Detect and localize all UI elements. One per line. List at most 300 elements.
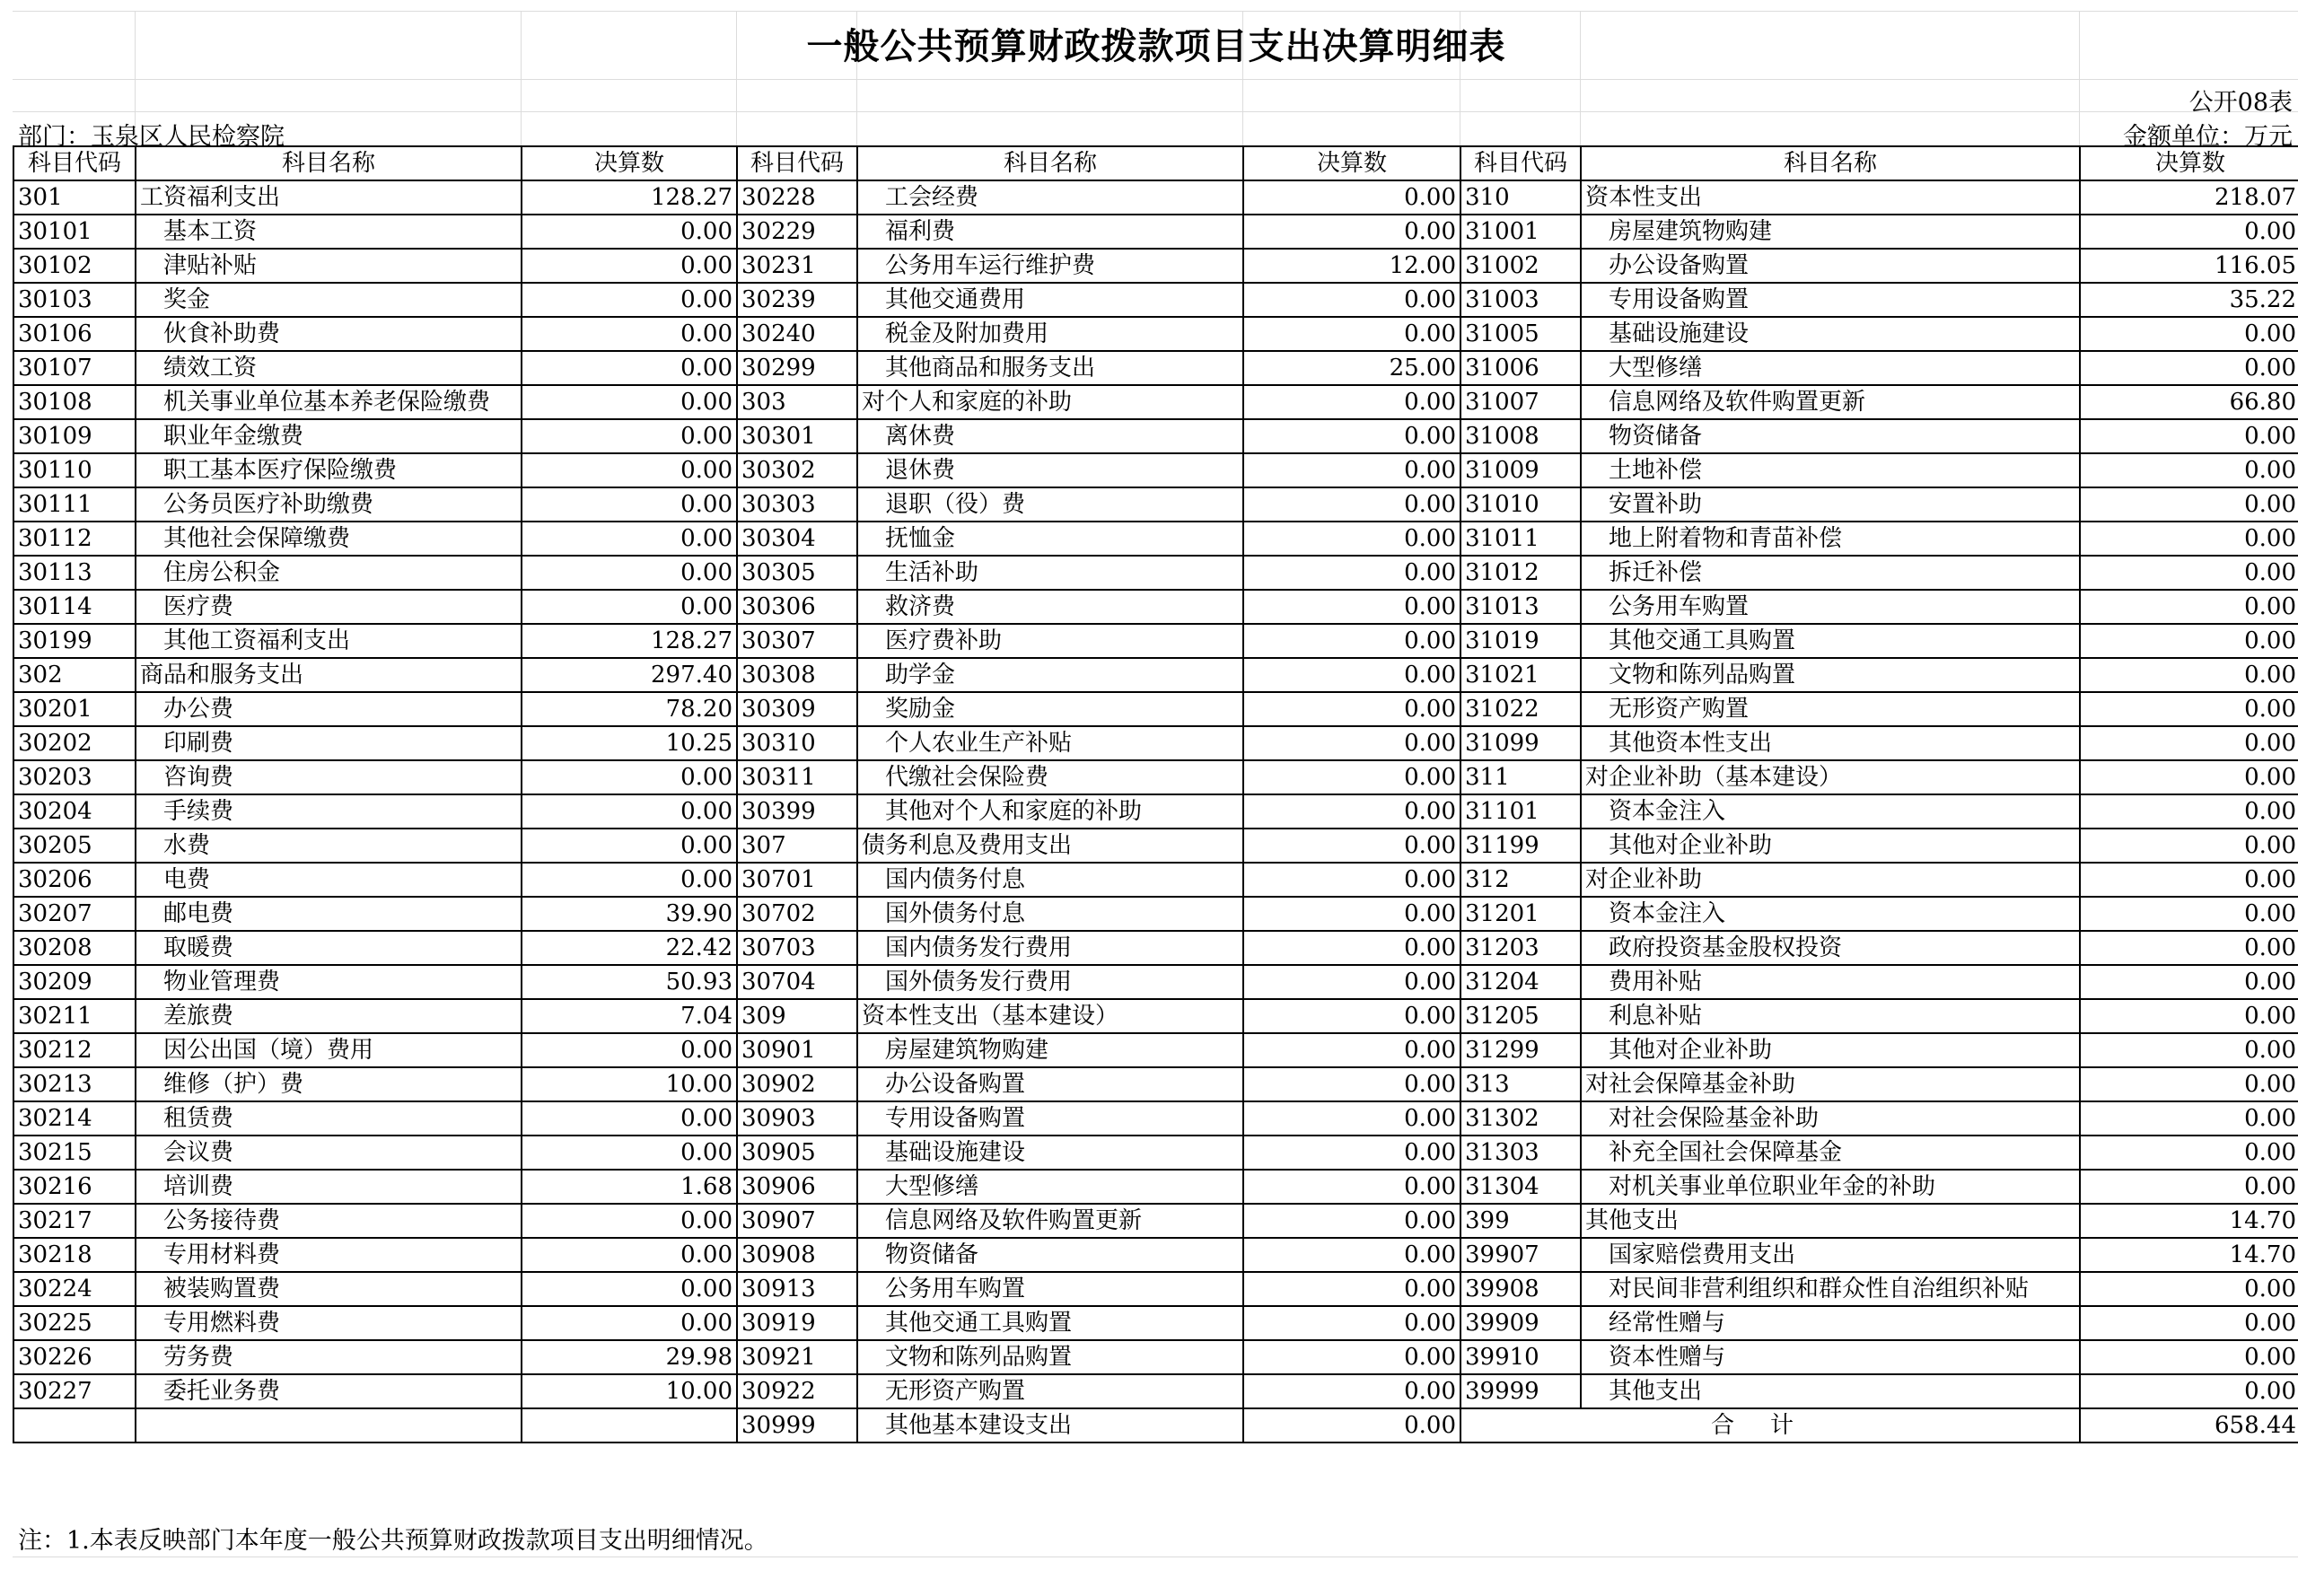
item-code: 30919: [737, 1306, 857, 1340]
item-amount: 0.00: [522, 351, 737, 385]
header-row: [13, 146, 2298, 180]
item-name: 房屋建筑物购建: [1581, 215, 2080, 249]
item-amount: 10.25: [522, 726, 737, 760]
item-name: 物业管理费: [136, 965, 522, 999]
item-code: 30921: [737, 1340, 857, 1374]
grid-line: [13, 11, 2298, 12]
item-code: 30302: [737, 453, 857, 487]
item-amount: 0.00: [522, 590, 737, 624]
item-amount: 0.00: [2080, 965, 2298, 999]
item-name: 安置补助: [1581, 487, 2080, 522]
item-code: 31010: [1460, 487, 1581, 522]
item-name: 资本性赠与: [1581, 1340, 2080, 1374]
item-code: 31099: [1460, 726, 1581, 760]
table-row: [13, 829, 2298, 863]
expenditure-table: [13, 145, 2298, 1443]
item-amount: 0.00: [2080, 624, 2298, 658]
item-name: 专用设备购置: [857, 1101, 1243, 1136]
item-code: 30225: [13, 1306, 136, 1340]
table-row: [13, 1238, 2298, 1272]
item-code: 30999: [737, 1408, 857, 1443]
item-amount: 0.00: [2080, 590, 2298, 624]
item-amount: 0.00: [1243, 522, 1460, 556]
item-amount: 0.00: [522, 1136, 737, 1170]
item-code: 30113: [13, 556, 136, 590]
item-name: 办公费: [136, 692, 522, 726]
item-name: 对企业补助（基本建设）: [1581, 760, 2080, 794]
item-code: 30103: [13, 283, 136, 317]
item-amount: 0.00: [2080, 487, 2298, 522]
item-name: 专用设备购置: [1581, 283, 2080, 317]
item-code: 31303: [1460, 1136, 1581, 1170]
item-amount: 0.00: [522, 863, 737, 897]
table-row: [13, 726, 2298, 760]
item-code: 311: [1460, 760, 1581, 794]
item-name: 资本性支出（基本建设）: [857, 999, 1243, 1033]
item-name: 其他交通费用: [857, 283, 1243, 317]
item-amount: 218.07: [2080, 180, 2298, 215]
item-code: 30228: [737, 180, 857, 215]
item-code: 30226: [13, 1340, 136, 1374]
item-name: 国内债务付息: [857, 863, 1243, 897]
amount-unit-label: 金额单位：万元: [2123, 123, 2293, 151]
item-code: 31299: [1460, 1033, 1581, 1067]
item-code: [13, 1408, 136, 1443]
item-amount: 0.00: [2080, 658, 2298, 692]
item-amount: 0.00: [1243, 1306, 1460, 1340]
item-code: 30101: [13, 215, 136, 249]
item-code: 31006: [1460, 351, 1581, 385]
item-name: 专用燃料费: [136, 1306, 522, 1340]
table-row: [13, 760, 2298, 794]
table-row: [13, 522, 2298, 556]
item-name: 奖励金: [857, 692, 1243, 726]
item-name: 伙食补助费: [136, 317, 522, 351]
item-code: 39907: [1460, 1238, 1581, 1272]
item-code: 31203: [1460, 931, 1581, 965]
item-amount: 0.00: [2080, 1374, 2298, 1408]
item-name: 税金及附加费用: [857, 317, 1243, 351]
item-code: 31001: [1460, 215, 1581, 249]
item-code: 309: [737, 999, 857, 1033]
item-amount: 0.00: [2080, 931, 2298, 965]
item-code: 30905: [737, 1136, 857, 1170]
item-name: 水费: [136, 829, 522, 863]
item-code: 30202: [13, 726, 136, 760]
item-amount: 0.00: [522, 794, 737, 829]
item-amount: 0.00: [1243, 897, 1460, 931]
item-amount: 7.04: [522, 999, 737, 1033]
item-amount: 0.00: [522, 385, 737, 419]
item-name: 其他资本性支出: [1581, 726, 2080, 760]
item-amount: 0.00: [2080, 1136, 2298, 1170]
item-amount: 39.90: [522, 897, 737, 931]
item-code: 30704: [737, 965, 857, 999]
item-amount: 116.05: [2080, 249, 2298, 283]
item-amount: 0.00: [1243, 556, 1460, 590]
item-amount: 0.00: [1243, 1238, 1460, 1272]
item-code: 30239: [737, 283, 857, 317]
item-code: 31005: [1460, 317, 1581, 351]
item-amount: 0.00: [1243, 760, 1460, 794]
item-name: 取暖费: [136, 931, 522, 965]
header-amount: 决算数: [2080, 146, 2298, 180]
table-row: [13, 385, 2298, 419]
item-code: 30213: [13, 1067, 136, 1101]
item-amount: 0.00: [1243, 1340, 1460, 1374]
item-amount: 0.00: [522, 215, 737, 249]
item-name: 专用材料费: [136, 1238, 522, 1272]
item-amount: 0.00: [2080, 1170, 2298, 1204]
item-amount: 0.00: [522, 487, 737, 522]
item-amount: 0.00: [2080, 215, 2298, 249]
item-name: 抚恤金: [857, 522, 1243, 556]
item-name: 无形资产购置: [1581, 692, 2080, 726]
item-amount: 0.00: [2080, 419, 2298, 453]
item-name: 办公设备购置: [1581, 249, 2080, 283]
item-amount: 0.00: [2080, 897, 2298, 931]
table-row: [13, 692, 2298, 726]
table-row: [13, 419, 2298, 453]
item-amount: 10.00: [522, 1067, 737, 1101]
item-code: 31199: [1460, 829, 1581, 863]
item-amount: 0.00: [2080, 794, 2298, 829]
item-code: 31204: [1460, 965, 1581, 999]
item-name: 劳务费: [136, 1340, 522, 1374]
item-amount: 0.00: [1243, 624, 1460, 658]
item-name: 个人农业生产补贴: [857, 726, 1243, 760]
item-amount: 35.22: [2080, 283, 2298, 317]
item-amount: 0.00: [1243, 453, 1460, 487]
item-name: 基础设施建设: [857, 1136, 1243, 1170]
department-label: 部门：玉泉区人民检察院: [18, 123, 285, 151]
item-name: 公务用车运行维护费: [857, 249, 1243, 283]
item-amount: 0.00: [1243, 1408, 1460, 1443]
item-name: 其他基本建设支出: [857, 1408, 1243, 1443]
item-code: 30913: [737, 1272, 857, 1306]
item-name: 商品和服务支出: [136, 658, 522, 692]
item-name: 国内债务发行费用: [857, 931, 1243, 965]
item-name: 办公设备购置: [857, 1067, 1243, 1101]
item-code: 30306: [737, 590, 857, 624]
item-amount: 0.00: [522, 1101, 737, 1136]
item-code: 30227: [13, 1374, 136, 1408]
table-row: [13, 1340, 2298, 1374]
item-name: 资本金注入: [1581, 897, 2080, 931]
item-code: 30209: [13, 965, 136, 999]
item-code: 31003: [1460, 283, 1581, 317]
item-name: 其他对企业补助: [1581, 829, 2080, 863]
table-row: [13, 317, 2298, 351]
item-code: 312: [1460, 863, 1581, 897]
item-name: 政府投资基金股权投资: [1581, 931, 2080, 965]
item-code: 30310: [737, 726, 857, 760]
item-amount: 14.70: [2080, 1204, 2298, 1238]
item-name: 租赁费: [136, 1101, 522, 1136]
item-amount: 0.00: [1243, 1136, 1460, 1170]
item-name: 经常性赠与: [1581, 1306, 2080, 1340]
item-code: 30216: [13, 1170, 136, 1204]
item-name: 其他支出: [1581, 1204, 2080, 1238]
item-name: 文物和陈列品购置: [857, 1340, 1243, 1374]
item-code: 30204: [13, 794, 136, 829]
item-amount: 0.00: [1243, 487, 1460, 522]
item-code: 307: [737, 829, 857, 863]
item-code: 30107: [13, 351, 136, 385]
table-row: [13, 794, 2298, 829]
item-name: 土地补偿: [1581, 453, 2080, 487]
item-code: 39910: [1460, 1340, 1581, 1374]
item-amount: 0.00: [522, 1306, 737, 1340]
item-amount: 29.98: [522, 1340, 737, 1374]
item-code: 39909: [1460, 1306, 1581, 1340]
item-code: 31011: [1460, 522, 1581, 556]
item-amount: 0.00: [1243, 1204, 1460, 1238]
footnote: 注：1.本表反映部门本年度一般公共预算财政拨款项目支出明细情况。: [18, 1527, 768, 1555]
item-name: 职工基本医疗保险缴费: [136, 453, 522, 487]
table-row: [13, 1067, 2298, 1101]
item-code: 30109: [13, 419, 136, 453]
item-name: 退职（役）费: [857, 487, 1243, 522]
item-amount: 0.00: [522, 1238, 737, 1272]
item-code: 30206: [13, 863, 136, 897]
item-name: 绩效工资: [136, 351, 522, 385]
table-row: [13, 1170, 2298, 1204]
item-name: 工会经费: [857, 180, 1243, 215]
item-code: 31007: [1460, 385, 1581, 419]
item-name: 电费: [136, 863, 522, 897]
item-name: 医疗费: [136, 590, 522, 624]
table-row: [13, 283, 2298, 317]
item-name: 其他工资福利支出: [136, 624, 522, 658]
item-code: 30308: [737, 658, 857, 692]
item-code: 31021: [1460, 658, 1581, 692]
item-amount: 78.20: [522, 692, 737, 726]
item-code: 30110: [13, 453, 136, 487]
item-name: 邮电费: [136, 897, 522, 931]
item-name: 咨询费: [136, 760, 522, 794]
item-amount: 0.00: [2080, 692, 2298, 726]
item-name: 福利费: [857, 215, 1243, 249]
item-code: 31101: [1460, 794, 1581, 829]
item-amount: 0.00: [522, 556, 737, 590]
item-name: 职业年金缴费: [136, 419, 522, 453]
item-name: 国外债务付息: [857, 897, 1243, 931]
item-amount: 0.00: [522, 317, 737, 351]
item-amount: 0.00: [2080, 556, 2298, 590]
item-amount: 0.00: [1243, 1067, 1460, 1101]
item-name: 物资储备: [1581, 419, 2080, 453]
item-code: 30108: [13, 385, 136, 419]
item-amount: 0.00: [1243, 283, 1460, 317]
item-name: 公务用车购置: [1581, 590, 2080, 624]
item-name: 委托业务费: [136, 1374, 522, 1408]
item-name: 差旅费: [136, 999, 522, 1033]
item-amount: 0.00: [1243, 180, 1460, 215]
table-row: [13, 1136, 2298, 1170]
item-code: 30212: [13, 1033, 136, 1067]
item-name: 工资福利支出: [136, 180, 522, 215]
item-code: 31302: [1460, 1101, 1581, 1136]
item-code: 30218: [13, 1238, 136, 1272]
item-name: 基本工资: [136, 215, 522, 249]
item-name: 会议费: [136, 1136, 522, 1170]
item-code: 301: [13, 180, 136, 215]
item-name: 医疗费补助: [857, 624, 1243, 658]
item-amount: 0.00: [522, 760, 737, 794]
item-code: 303: [737, 385, 857, 419]
item-amount: 0.00: [522, 522, 737, 556]
item-amount: 128.27: [522, 624, 737, 658]
item-code: 30217: [13, 1204, 136, 1238]
item-amount: 0.00: [2080, 999, 2298, 1033]
item-code: 30301: [737, 419, 857, 453]
item-name: 信息网络及软件购置更新: [1581, 385, 2080, 419]
item-name: 大型修缮: [1581, 351, 2080, 385]
table-row: [13, 897, 2298, 931]
item-code: 31013: [1460, 590, 1581, 624]
item-amount: 22.42: [522, 931, 737, 965]
item-amount: 0.00: [1243, 863, 1460, 897]
item-code: 30211: [13, 999, 136, 1033]
header-amount: 决算数: [1243, 146, 1460, 180]
item-code: 30106: [13, 317, 136, 351]
item-code: 30702: [737, 897, 857, 931]
item-amount: 10.00: [522, 1374, 737, 1408]
item-code: 30208: [13, 931, 136, 965]
table-row: [13, 215, 2298, 249]
item-name: 救济费: [857, 590, 1243, 624]
header-code: 科目代码: [1460, 146, 1581, 180]
item-code: 31009: [1460, 453, 1581, 487]
total-label: 合计: [1460, 1408, 2080, 1443]
item-name: 资本性支出: [1581, 180, 2080, 215]
grid-line: [13, 79, 2298, 80]
item-amount: 0.00: [1243, 1101, 1460, 1136]
item-name: 其他商品和服务支出: [857, 351, 1243, 385]
item-amount: 66.80: [2080, 385, 2298, 419]
item-amount: 0.00: [522, 419, 737, 453]
item-name: 手续费: [136, 794, 522, 829]
header-name: 科目名称: [1581, 146, 2080, 180]
item-code: 30214: [13, 1101, 136, 1136]
item-code: 30224: [13, 1272, 136, 1306]
table-row: [13, 863, 2298, 897]
item-name: 公务用车购置: [857, 1272, 1243, 1306]
item-code: 31019: [1460, 624, 1581, 658]
item-code: 30205: [13, 829, 136, 863]
item-code: 31022: [1460, 692, 1581, 726]
item-name: 其他对企业补助: [1581, 1033, 2080, 1067]
item-code: 30305: [737, 556, 857, 590]
table-row: [13, 931, 2298, 965]
item-code: 30201: [13, 692, 136, 726]
item-code: 31002: [1460, 249, 1581, 283]
header-amount: 决算数: [522, 146, 737, 180]
page-title: 一般公共预算财政拨款项目支出决算明细表: [806, 26, 1506, 67]
item-amount: 0.00: [522, 829, 737, 863]
item-amount: 1.68: [522, 1170, 737, 1204]
item-code: 30112: [13, 522, 136, 556]
item-name: 其他对个人和家庭的补助: [857, 794, 1243, 829]
item-amount: 0.00: [1243, 1374, 1460, 1408]
item-code: 310: [1460, 180, 1581, 215]
item-amount: 0.00: [522, 1204, 737, 1238]
item-name: 基础设施建设: [1581, 317, 2080, 351]
item-code: 31205: [1460, 999, 1581, 1033]
table-row: [13, 180, 2298, 215]
item-amount: 0.00: [1243, 590, 1460, 624]
item-code: 30903: [737, 1101, 857, 1136]
table-row: [13, 624, 2298, 658]
item-name: 补充全国社会保障基金: [1581, 1136, 2080, 1170]
item-name: 对企业补助: [1581, 863, 2080, 897]
item-amount: 0.00: [2080, 1306, 2298, 1340]
item-name: [136, 1408, 522, 1443]
item-name: 因公出国（境）费用: [136, 1033, 522, 1067]
item-name: 地上附着物和青苗补偿: [1581, 522, 2080, 556]
item-amount: 0.00: [2080, 522, 2298, 556]
item-name: 奖金: [136, 283, 522, 317]
item-code: 399: [1460, 1204, 1581, 1238]
table-row: [13, 1374, 2298, 1408]
item-amount: 0.00: [522, 453, 737, 487]
table-row: [13, 965, 2298, 999]
table-row: [13, 249, 2298, 283]
table-row: [13, 556, 2298, 590]
item-code: 30922: [737, 1374, 857, 1408]
item-code: 30399: [737, 794, 857, 829]
item-amount: 0.00: [2080, 1101, 2298, 1136]
item-code: 30901: [737, 1033, 857, 1067]
item-amount: 0.00: [522, 249, 737, 283]
item-code: 30701: [737, 863, 857, 897]
item-name: 利息补贴: [1581, 999, 2080, 1033]
item-code: 31008: [1460, 419, 1581, 453]
item-name: 文物和陈列品购置: [1581, 658, 2080, 692]
item-amount: [522, 1408, 737, 1443]
item-name: 信息网络及软件购置更新: [857, 1204, 1243, 1238]
item-code: 31304: [1460, 1170, 1581, 1204]
item-amount: 0.00: [2080, 1033, 2298, 1067]
item-amount: 14.70: [2080, 1238, 2298, 1272]
item-code: 30240: [737, 317, 857, 351]
item-name: 公务员医疗补助缴费: [136, 487, 522, 522]
item-amount: 0.00: [1243, 658, 1460, 692]
item-code: 30215: [13, 1136, 136, 1170]
table-row: [13, 590, 2298, 624]
item-amount: 0.00: [1243, 965, 1460, 999]
item-amount: 0.00: [1243, 317, 1460, 351]
item-amount: 297.40: [522, 658, 737, 692]
item-amount: 50.93: [522, 965, 737, 999]
item-amount: 0.00: [1243, 1272, 1460, 1306]
item-code: 30229: [737, 215, 857, 249]
item-code: 30102: [13, 249, 136, 283]
item-code: 30307: [737, 624, 857, 658]
table-row: [13, 1306, 2298, 1340]
item-name: 退休费: [857, 453, 1243, 487]
item-name: 费用补贴: [1581, 965, 2080, 999]
item-name: 资本金注入: [1581, 794, 2080, 829]
item-amount: 0.00: [1243, 999, 1460, 1033]
item-name: 对个人和家庭的补助: [857, 385, 1243, 419]
item-amount: 0.00: [522, 1272, 737, 1306]
item-name: 物资储备: [857, 1238, 1243, 1272]
item-name: 机关事业单位基本养老保险缴费: [136, 385, 522, 419]
item-amount: 0.00: [2080, 351, 2298, 385]
grid-line: [13, 111, 2298, 112]
